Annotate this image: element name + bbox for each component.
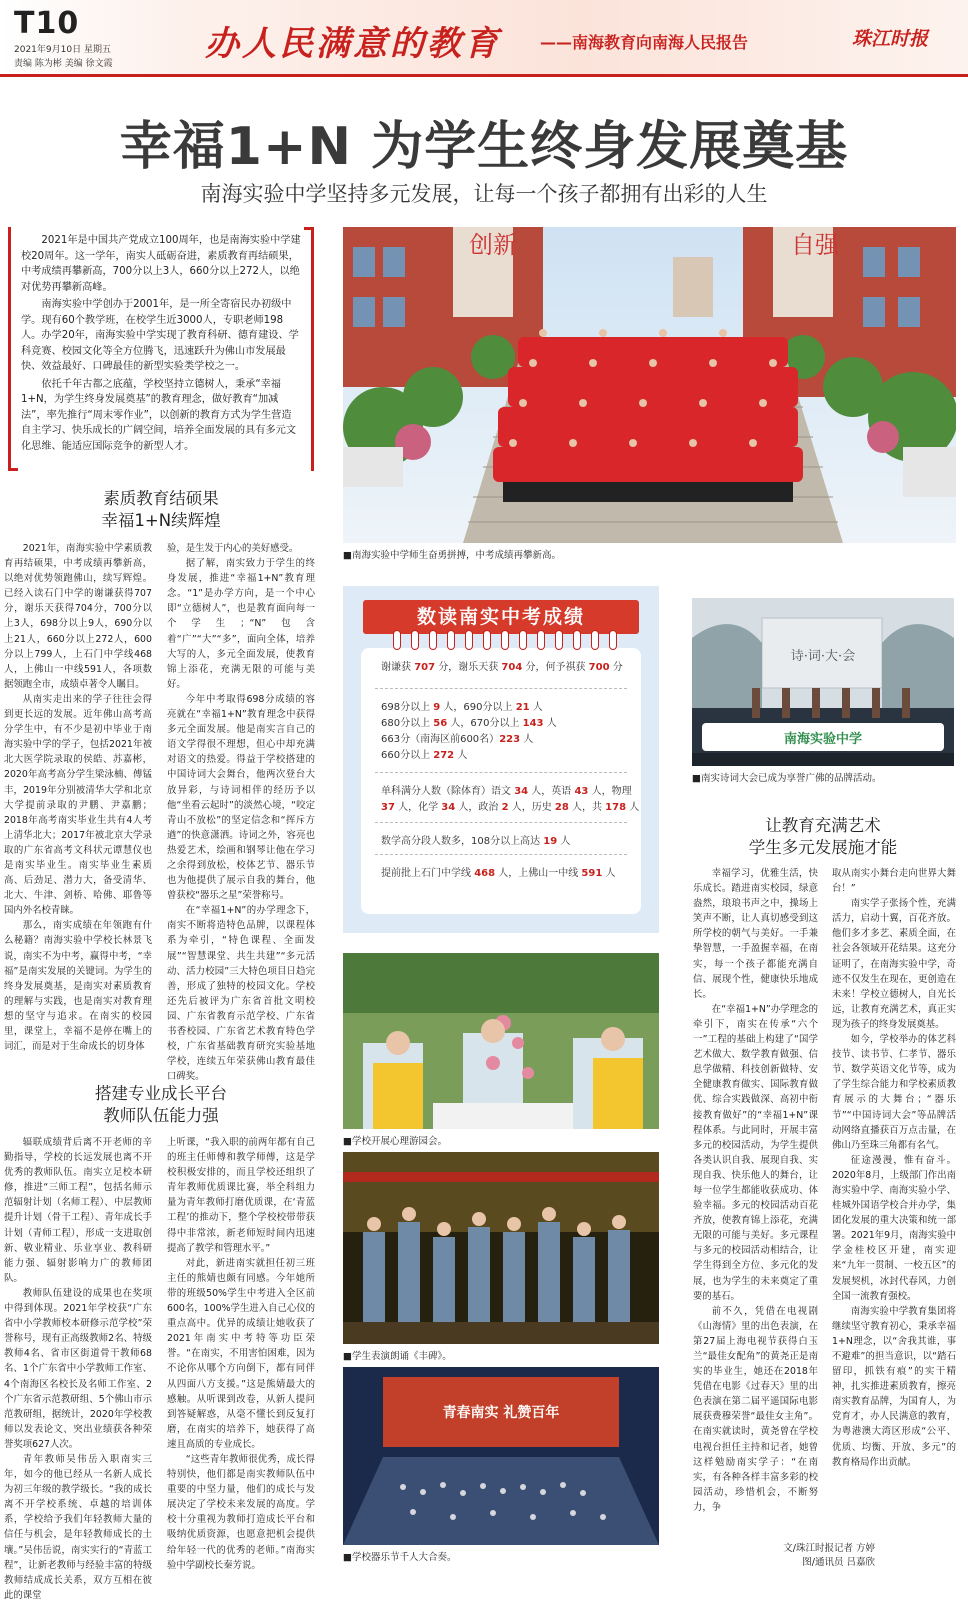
body-paragraph: 教师队伍建设的成果也在奖项中得到体现。2021年学校获“广东省中小学教师校本研修示范学校”荣誉称号，现有正高级教师2名、特级教师4名、省市区街道骨干教师68名、1个广东省中小学教师工作室、4个南海区名校长及名师工作室、2个广东省示范教研组、5个佛山市示范教研组，据统计，2020年学校教师以发表论文、突出业绩获各种荣誉奖项627人次。 xyxy=(4,1287,152,1450)
editors-line: 责编 陈为彬 美编 徐文霞 xyxy=(14,59,113,69)
stat-value: 178 xyxy=(605,802,627,813)
stats-line xyxy=(381,834,641,849)
body-paragraph: 征途漫漫，惟有奋斗。2020年8月，上级部门作出南海实验中学、南海实验小学、桂城外国语学校合并办学，集团化发展的重大决策和统一部署。2021年9月，南海实验中学金桂校区开建，南实迎来“九年一贯制、一校五区”的发展契机，冰封代春风，力创全国一流教育强校。 xyxy=(832,1154,956,1302)
photo-credit: 图/通讯员 吕嘉欣 xyxy=(802,1557,875,1568)
section-theme-subtitle: ——南海教育向南海人民报告 xyxy=(540,33,749,52)
stats-line xyxy=(381,784,641,799)
body-paragraph: 南海实验中学教育集团将继续坚守教育初心，秉承幸福1+N理念，以“舍我其谁，事不避难”的担当意识，以“踏石留印，抓铁有痕”的实干精神，扎实推进素质教育，擦亮南实教育品牌，为国育人，为党育才，办人民满意的教育，为粤港澳大湾区形成“公平、优质、均衡、开放、多元”的教育格局作出贡献。 xyxy=(832,1305,956,1468)
stat-text: 人，历史 xyxy=(508,802,555,813)
body-paragraph: “这些青年教师很优秀，成长得特别快，他们都是南实教师队伍中重要的中坚力量，他们的成长与发展决定了学校未来发展的高度。学校十分重视为教师打造成长平台和吸纳优质资源，也愿意把机会提供给年轻一代的优秀的老师。”南海实验中学副校长秦芳说。 xyxy=(167,1453,315,1571)
stat-text: 人 xyxy=(520,734,534,745)
stat-text: 人 xyxy=(543,718,557,729)
stat-text: 单科满分人数（除体育）语文 xyxy=(381,786,515,797)
section1-title xyxy=(8,488,314,532)
stat-text: 人 xyxy=(454,750,468,761)
recitation-caption: ■学生表演朗诵《丰碑》。 xyxy=(343,1351,452,1362)
body-paragraph: 2021年，南海实验中学素质教育再结硕果，中考成绩再攀新高，以绝对优势领跑佛山，续写辉煌。已经入读石门中学的谢谦获得707分，谢乐天获得704分，700分以上3人，698分以上9人，690分以上21人，660分以上272人，600分以上799人，上石门中学线468人，上佛山一中线591人，各项数据领跑全市，成绩卓著令人瞩目。 xyxy=(4,543,152,690)
headline: 幸福1+N 为学生终身发展奠基 xyxy=(119,117,849,177)
body-paragraph: 从南实走出来的学子往往会得到更长远的发展。近年佛山高考高分学生中，有不少是初中毕业于南海实验中学的学子，包括2021年被北大医学院录取的侯皓、苏嘉彬，2020年高考高分学生梁泳楠、傅锰丰，2019年分别被清华大学和北京大学提前录取的尹鹏、尹嘉鹏；2018年高考南实毕业生共有4人考上清华北大；2017年被北京大学录取的广东省高考文科状元谭慧仪也是南实毕业生。南实毕业生素质高、后劲足、潜力大，备受清华、北大、牛津、剑桥、哈佛、耶鲁等国内外名校青睐。 xyxy=(4,693,152,917)
stat-text: 人，英语 xyxy=(528,786,575,797)
stat-text: 人，政治 xyxy=(455,802,502,813)
stat-text: 提前批上石门中学线 xyxy=(381,868,475,879)
ring-icon xyxy=(519,630,527,650)
recitation-photo xyxy=(343,1152,659,1344)
stat-text: 698分以上 xyxy=(381,702,434,713)
stat-text: 663分（南海区前600名） xyxy=(381,734,500,745)
notebook-rings xyxy=(343,586,659,666)
intro-paragraph: 依托千年古都之底蕴，学校坚持立德树人，秉承“幸福1+N，为学生终身发展奠基”的教育理念，做好教育“加减法”，率先推行“周末零作业”，以创新的教育方式为学生营造自主学习、快乐成长的广阔空间，培养全面发展的具有多元文化思维、能适应国际竞争的新型人才。 xyxy=(21,378,297,452)
wall-text-right: 自强 xyxy=(791,231,839,259)
article-credits xyxy=(700,1540,875,1568)
body-paragraph: 南实学子张扬个性，充满活力，启动十翼，百花齐放。他们多才多艺、素质全面，在社会各领域开花结果。这充分证明了，在南海实验中学，奇迹不仅发生在现在，更创造在未来！学校立德树人，自光长远，让教育充满艺术，真正实现为孩子的终身发展奠基。 xyxy=(832,898,956,1030)
section2-title xyxy=(8,1083,314,1127)
body-paragraph: 今年中考取得698分成绩的容亮就在“幸福1+N”教育理念中获得多元全面发展。他是南实言自己的语文学得很不理想，但心中却充满对语文的热爱。得益于学校搭建的中国诗词大会舞台，他两次登台大放异彩，与诗词相伴的经历予以他“坐看云起时”的淡然心境，“咬定青山不放松”的坚定信念和“挥斥方遒”的快意潇洒。诗词之外，容亮也热爱艺术，绘画和钢琴让他在学习之余得到放松，校体艺节、器乐节也为他提供了展示自我的舞台，他曾获校“器乐之星”荣誉称号。 xyxy=(167,693,315,902)
psych-fair-photo xyxy=(343,953,659,1129)
stat-value: 21 xyxy=(515,702,530,713)
page-number: T10 xyxy=(14,6,80,41)
section1-col2 xyxy=(167,541,315,1084)
intro-paragraph: 2021年是中国共产党成立100周年，也是南海实验中学建校20周年。这一学年，南实人砥砺奋进，素质教育再结硕果，中考成绩再攀新高，700分以上3人，660分以上272人，以绝对优势再攀新高峰。 xyxy=(21,235,301,293)
section3-title-line1: 让教育充满艺术 xyxy=(765,816,881,835)
stat-value: 9 xyxy=(433,702,441,713)
stats-line xyxy=(381,866,641,881)
orchestra-photo xyxy=(343,1367,659,1545)
body-paragraph: 上听课，“我入职的前两年都有自己的班主任师傅和教学师傅，这是学校积极安排的，而且学校还组织了青年教师优质课比赛，举全科组力量为青年教师打磨优质课，在‘青蓝工程’的推动下，整个学校校带带获得中非常浓，新老师短时间内迅速提高了教学和管理水平。” xyxy=(167,1137,315,1254)
poetry-photo-caption: ■南实诗词大会已成为享誉广佛的品牌活动。 xyxy=(692,773,882,784)
stat-text: 人 xyxy=(557,836,571,847)
poetry-stage-text: 南海实验中学 xyxy=(783,732,863,747)
body-paragraph: 取从南实小舞台走向世界大舞台！” xyxy=(832,868,956,895)
stat-text: 分，何予祺获 xyxy=(522,662,589,673)
stat-value: 34 xyxy=(441,802,456,813)
section2-col2 xyxy=(167,1135,315,1573)
stat-value: 19 xyxy=(543,836,558,847)
orchestra-caption: ■学校器乐节千人大合奏。 xyxy=(343,1552,457,1563)
section3-title xyxy=(692,815,954,859)
stat-value: 468 xyxy=(474,868,496,879)
body-paragraph: 在“幸福1+N”的办学理念下，南实不断将造特色品牌，以课程体系为牵引，“特色课程、全面发展”“智慧课堂、共生共建”“多元活动、活力校园”三大特色项目日趋完善，形成了独特的校园文化。学校还先后被评为广东省首批文明校园、广东省教育示范学校、广东省书香校园、广东省艺术教育特色学校，广东省基础教育研究实验基地学校，连续五年荣获佛山教育最佳口碑奖。 xyxy=(167,905,315,1083)
body-paragraph: 辐联成绩背后离不开老师的辛勤指导，学校的长远发展也离不开优秀的教师队伍。南实立足校本研修，推进“三师工程”，包括名师示范辐射计划（名师工程）、中层教师提升计划（骨干工程）、青年成长手计划（青师工程），形成一支进取创新、敬业精业、乐业享业、教科研能力强、辐射影响力广的教师团队。 xyxy=(4,1137,152,1284)
stat-value: 223 xyxy=(499,734,521,745)
stat-value: 272 xyxy=(433,750,455,761)
main-photo xyxy=(343,227,956,543)
section1-col1 xyxy=(4,541,152,1054)
stat-value: 700 xyxy=(588,662,610,673)
poetry-backdrop-text: 诗·词·大·会 xyxy=(790,649,856,664)
section3-col1 xyxy=(693,866,818,1515)
ring-icon xyxy=(411,630,419,650)
body-paragraph: 据了解，南实致力于学生的终身发展，推进“幸福1+N”教育理念。“1”是办学方向，是一个中心即“立德树人”，也是教育面向每一个学生；“N”包含着“广”“大”“多”，面向全体，培养大写的人，多元全面发展，使教育锦上添花，充满无限的可能与美好。 xyxy=(167,558,315,690)
stat-text: 680分以上 xyxy=(381,718,434,729)
poetry-photo xyxy=(692,598,954,766)
reporter-credit: 文/珠江时报记者 方婷 xyxy=(783,1543,875,1554)
stat-text: 人 xyxy=(529,702,543,713)
stat-text: 人，670分以上 xyxy=(447,718,523,729)
stat-value: 143 xyxy=(522,718,544,729)
wall-text-left: 创新 xyxy=(469,231,517,259)
intro-paragraph: 南海实验中学创办于2001年，是一所全寄宿民办初级中学。现有60个教学班，在校学生近3000人，专职老师198人。办学20年，南海实验中学实现了教育科研、德育建设、学科竞赛、校园文化等全方位腾飞，迅速跃升为佛山市发展最快、效益最好、口碑最佳的新型实验类学校之一。 xyxy=(21,299,299,372)
stats-line xyxy=(381,716,641,731)
stat-text: 人 xyxy=(602,868,616,879)
ring-icon xyxy=(591,630,599,650)
stats-line xyxy=(381,748,641,763)
section2-title-line1: 搭建专业成长平台 xyxy=(95,1084,227,1103)
stats-line xyxy=(381,732,641,747)
stat-value: 28 xyxy=(554,802,569,813)
stat-value: 43 xyxy=(574,786,589,797)
body-paragraph: 幸福学习，优雅生活，快乐成长。踏进南实校园，绿意盎然，琅琅书声之中，操场上笑声不断，让人真切感受到这所学校的朝气与美好。一手兼挚智慧，一手盈握幸福，在南实，每一个孩子都能充满自信、展现个性，健康快乐地成长。 xyxy=(693,868,818,1000)
stat-value: 591 xyxy=(581,868,603,879)
ring-icon xyxy=(609,630,617,650)
psych-fair-caption: ■学校开展心理游园会。 xyxy=(343,1136,447,1147)
stat-value: 2 xyxy=(501,802,509,813)
stats-line xyxy=(381,800,641,815)
ring-icon xyxy=(447,630,455,650)
ring-icon xyxy=(393,630,401,650)
section3-title-line2: 学生多元发展施才能 xyxy=(748,838,898,857)
stat-text: 分，谢乐天获 xyxy=(435,662,502,673)
ring-icon xyxy=(429,630,437,650)
ring-icon xyxy=(555,630,563,650)
section1-title-line2: 幸福1+N续辉煌 xyxy=(101,511,221,530)
header-rule xyxy=(0,74,968,77)
body-paragraph: 如今，学校举办的体艺科技节、读书节、仁孝节、器乐节、数学英语文化节等，成为了学生综合能力和学校素质教育展示的大舞台；“器乐节”“中国诗词大会”等品牌活动网络直播获百万点击量，在佛山乃至珠三角都有名气。 xyxy=(832,1034,956,1151)
stats-panel xyxy=(361,648,641,914)
subheadline: 南海实验中学坚持多元发展，让每一个孩子都拥有出彩的人生 xyxy=(200,182,768,206)
stat-text: 数学高分段人数多，108分以上高达 xyxy=(381,836,544,847)
stat-text: 人，上佛山一中线 xyxy=(495,868,582,879)
stats-title: 数读南实中考成绩 xyxy=(363,600,639,634)
stat-text: 人 xyxy=(626,802,640,813)
ring-icon xyxy=(573,630,581,650)
ring-icon xyxy=(537,630,545,650)
stat-text: 人，化学 xyxy=(394,802,442,813)
body-paragraph: 青年教师吴伟岳入职南实三年，如今的他已经从一名新人成长为初三年级的教学级长。“我的成长离不开学校系统、卓越的培训体系，学校给予我们年轻教师大量的信任与机会，是年轻教师成长的土壤。”吴伟岳说，南实实行的“青蓝工程”，让新老教师与经验丰富的特级教师结成成长关系，双方互相在彼此的课堂 xyxy=(4,1453,152,1601)
section-theme-title: 办人民满意的教育 xyxy=(205,24,501,64)
stat-text: 人，共 xyxy=(568,802,606,813)
ring-icon xyxy=(483,630,491,650)
issue-date: 2021年9月10日 星期五 xyxy=(14,45,111,55)
body-paragraph: 在“幸福1+N”办学理念的牵引下，南实在传承“六个一”工程的基础上构建了“国学艺术做大、数学教育做强、信息学做精、科技创新做特、安全健康教育做实、国际教育做优、综合实践做深、高初中衔接教育做好”的“幸福1+N”课程体系。与此同时，开展丰富多元的校园活动，为学生提供各类认识自我、展现自我、实现自我、快乐他人的舞台，让每一位学生都能收获成功、体验幸福。多元的校园活动百花齐放，使教育锦上添花，充满无限的可能与美好。多元课程与多元的校园活动相结合，让学生得到全方位、多元化的发展，也为学生的未来奠定了重要的基石。 xyxy=(693,1003,818,1302)
stat-value: 56 xyxy=(433,718,448,729)
stat-value: 37 xyxy=(381,802,395,813)
stat-text: 谢谦获 xyxy=(381,662,415,673)
main-photo-caption: ■南海实验中学师生奋勇拼搏，中考成绩再攀新高。 xyxy=(343,550,561,561)
stat-value: 704 xyxy=(501,662,523,673)
body-paragraph: 验，是生发于内心的美好感受。 xyxy=(167,543,299,554)
stat-text: 660分以上 xyxy=(381,750,434,761)
section1-title-line1: 素质教育结硕果 xyxy=(103,489,219,508)
stat-value: 707 xyxy=(414,662,436,673)
stat-value: 34 xyxy=(514,786,529,797)
body-paragraph: 前不久，凭借在电视剧《山海情》里的出色表演，在第27届上海电视节获得白玉兰“最佳女配角”的黄尧正是南实的毕业生，她还在2018年凭借在电影《过春天》里的出色表演在第二届平遥国际电影展获费穆荣誉“最佳女主角”。在南实就读时，黄尧曾在学校电视台担任主持和记者，她曾这样勉励南实学子：“在南实，有各种各样丰富多彩的校园活动，珍惜机会，不断努力，争 xyxy=(693,1305,818,1513)
ring-icon xyxy=(465,630,473,650)
section2-col1 xyxy=(4,1135,152,1603)
section2-title-line2: 教师队伍能力强 xyxy=(103,1106,219,1125)
newspaper-logo: 珠江时报 xyxy=(852,28,929,50)
stat-text: 分 xyxy=(609,662,623,673)
stat-text: 人，690分以上 xyxy=(440,702,516,713)
ring-icon xyxy=(501,630,509,650)
intro-box xyxy=(8,227,314,471)
stats-line xyxy=(381,700,641,715)
orchestra-stage-text: 青春南实 礼赞百年 xyxy=(442,1405,560,1421)
page-header xyxy=(0,0,968,76)
stat-text: 人，物理 xyxy=(588,786,632,797)
body-paragraph: 那么，南实成绩在年领跑有什么秘籍？南海实验中学校长林景飞说，南实不为中考，赢得中考，“幸福”是南实发展的关键词。为学生的终身发展奠基，是南实对素质教育的理解与实践，也是南实对教育理想的坚守与追求。在南实的校园里，课堂上，幸福不是停在嘴上的词汇，而是对于生命成长的切身体 xyxy=(4,920,152,1053)
body-paragraph: 对此，新进南实就担任初三班主任的熊婧也颇有同感。今年她所带的班级50%学生中考进入全区前600名，100%学生进入自己心仪的重点高中。优异的成绩让她收获了2021年南实中考特等功臣荣誉。“在南实，不用害怕困难，因为不论你从哪个方向倒下，都有同伴从四面八方支援。”这是熊婧最大的感触。从听课到改卷，从新人提问到答疑解惑，从毫不懂长到反复打磨，在南实的培养下，她获得了高速且高质的专业成长。 xyxy=(167,1257,315,1450)
section3-col2 xyxy=(832,866,956,1470)
